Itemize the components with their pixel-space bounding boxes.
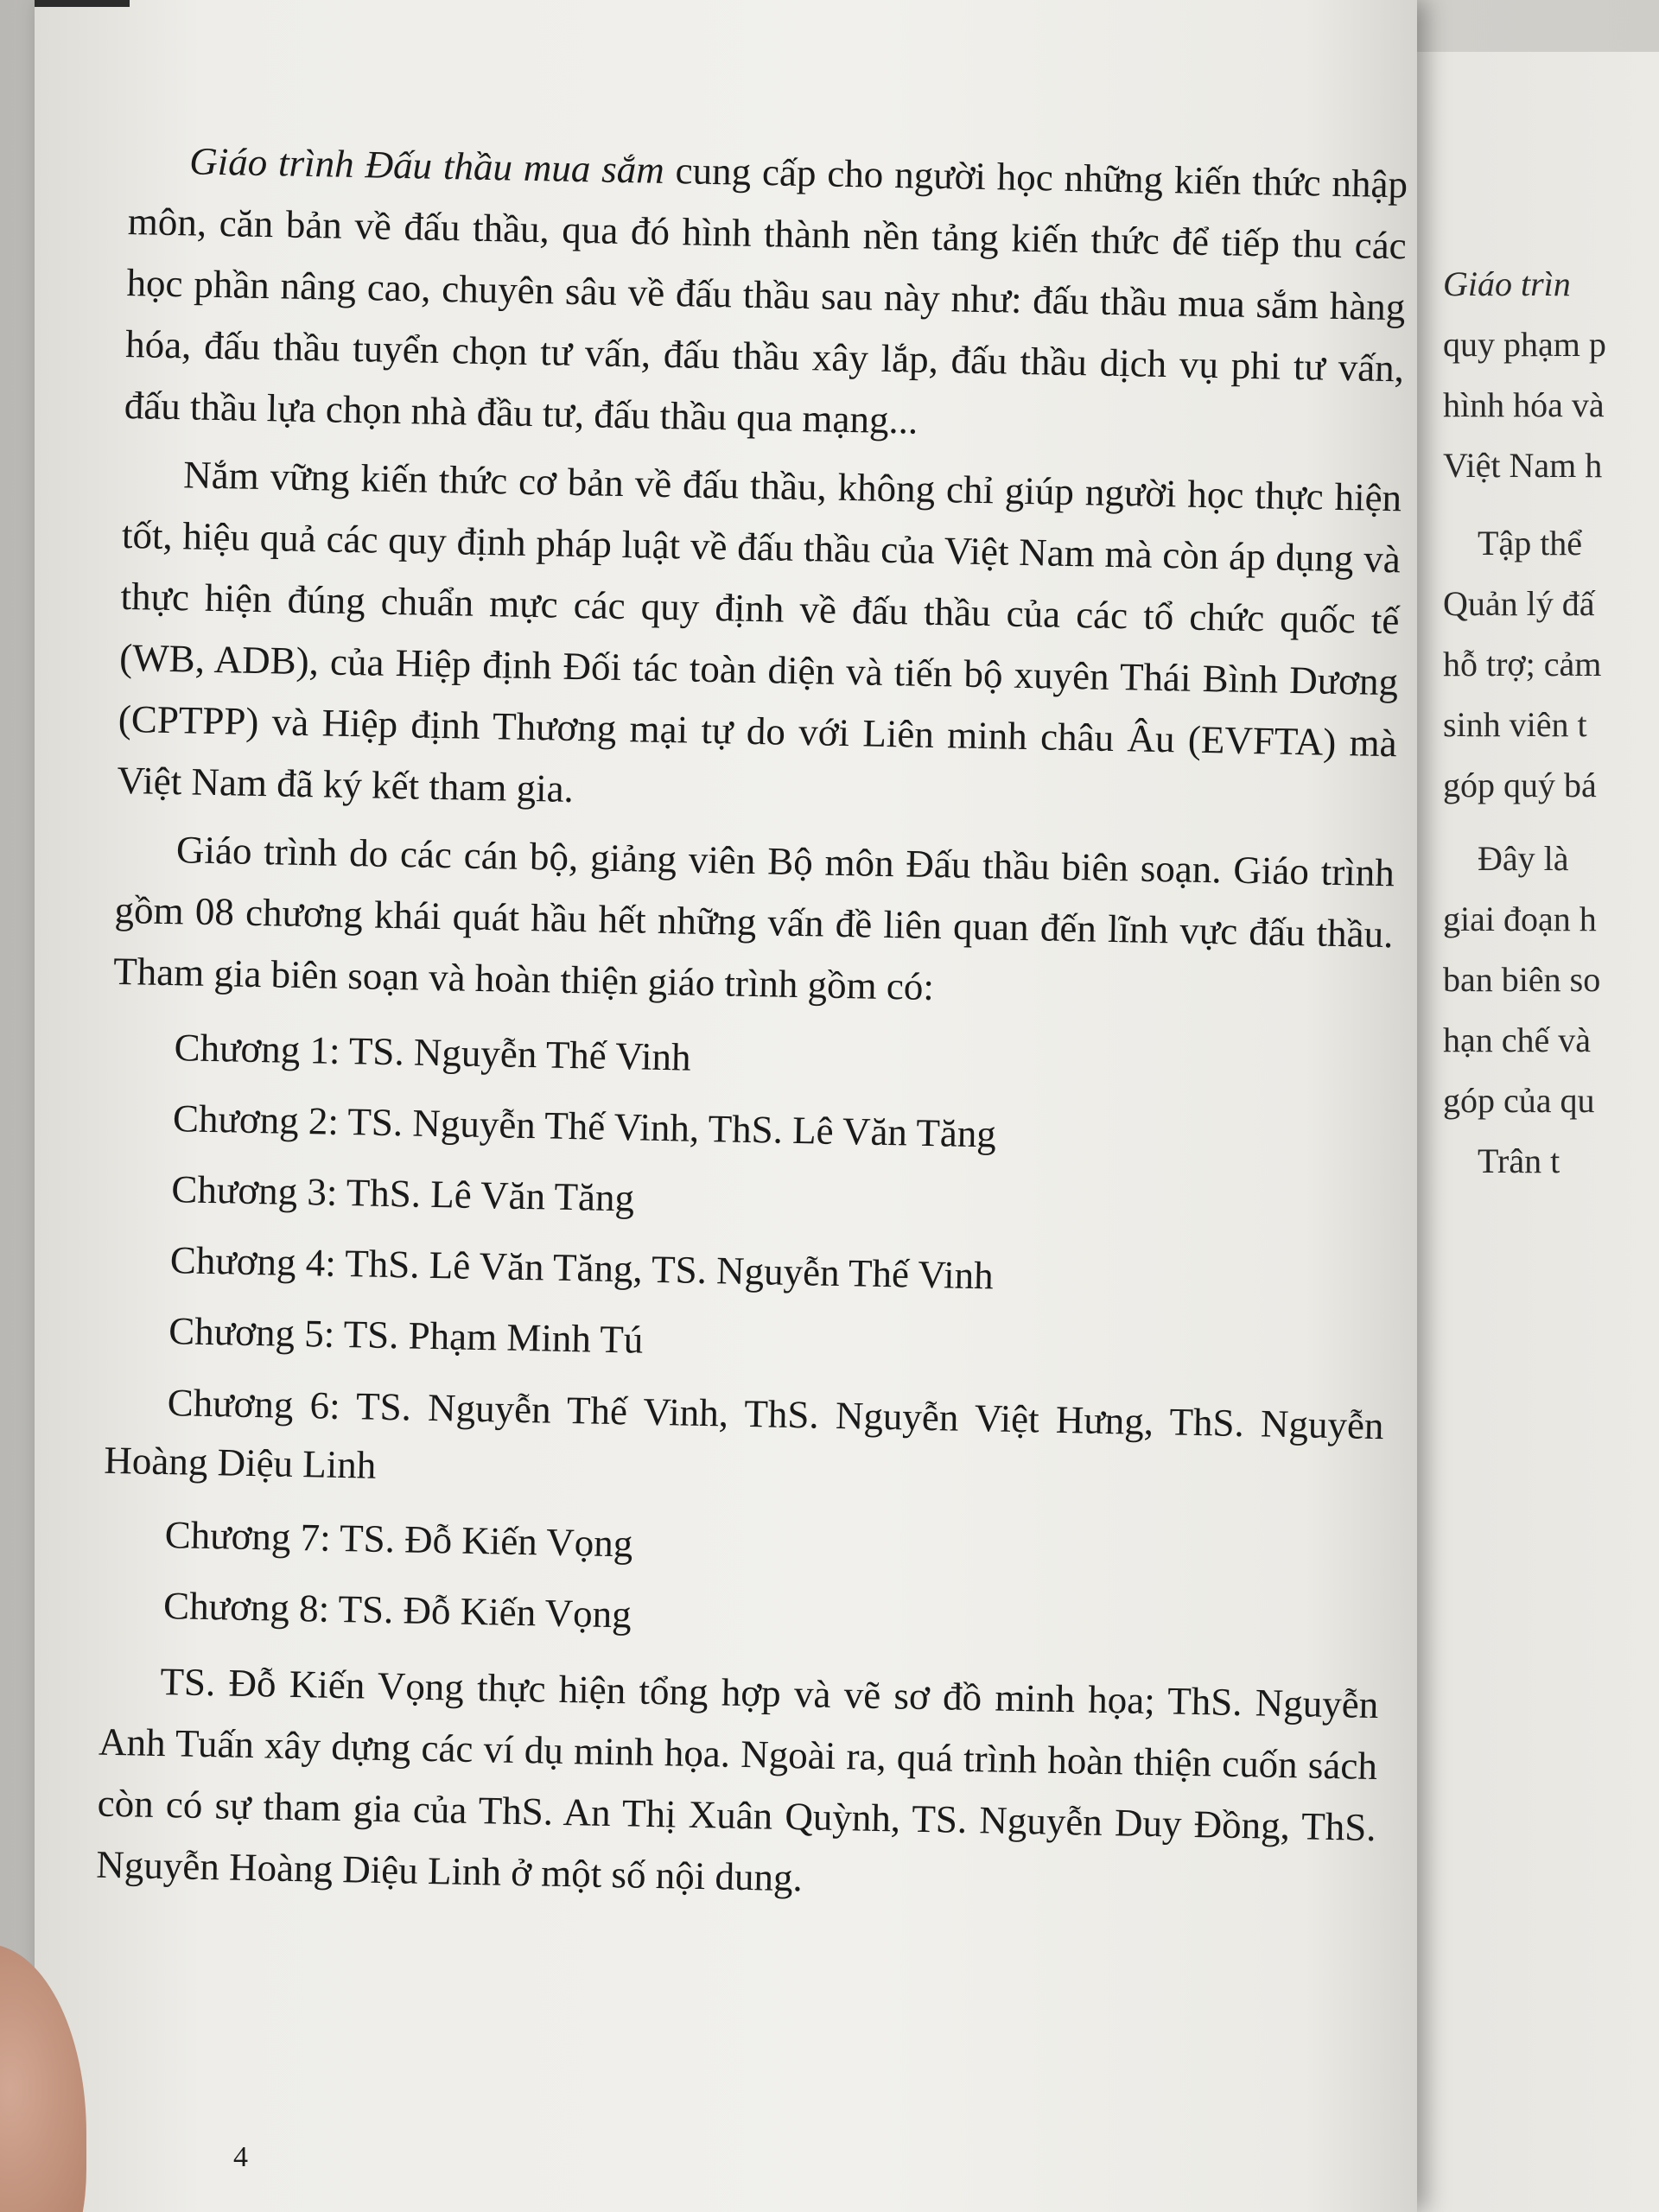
- right-page-line: Tập thể: [1478, 524, 1583, 563]
- right-page-line: Quản lý đấ: [1443, 584, 1595, 623]
- page-body: [96, 130, 1408, 1927]
- right-page-line: góp của qu: [1443, 1081, 1595, 1120]
- chapter-item: Chương 2: TS. Nguyễn Thế Vinh, ThS. Lê Văn Tăng: [172, 1096, 997, 1156]
- right-page-line: góp quý bá: [1443, 766, 1597, 804]
- header-rule: [35, 0, 130, 7]
- chapter-author-list: [100, 1011, 1391, 1664]
- paragraph-4: TS. Đỗ Kiến Vọng thực hiện tổng hợp và vẽ sơ đồ minh họa; ThS. Nguyễn Anh Tuấn xây dựng các ví dụ minh họa. Ngoài ra, quá trình hoàn thiện cuốn sách còn có sự tham gia của ThS. An Thị Xuân Quỳnh, TS. Nguyễn Duy Đồng, ThS. Nguyễn Hoàng Diệu Linh ở một số nội dung.: [95, 1660, 1379, 1900]
- right-page-line: hạn chế và: [1443, 1020, 1592, 1059]
- chapter-item: Chương 1: TS. Nguyễn Thế Vinh: [174, 1026, 692, 1079]
- right-page-line: sinh viên t: [1443, 705, 1587, 744]
- right-page-line: Trân t: [1478, 1141, 1560, 1180]
- page-number: 4: [233, 2141, 248, 2173]
- chapter-item: Chương 8: TS. Đỗ Kiến Vọng: [162, 1584, 632, 1637]
- chapter-item: Chương 4: ThS. Lê Văn Tăng, TS. Nguyễn Thế Vinh: [169, 1238, 995, 1298]
- chapter-item: Chương 6: TS. Nguyễn Thế Vinh, ThS. Nguyễn Việt Hưng, ThS. Nguyễn Hoàng Diệu Linh: [103, 1381, 1384, 1487]
- right-page-line: hỗ trợ; cảm: [1443, 645, 1602, 683]
- right-page-line: quy phạm p: [1443, 325, 1606, 364]
- intro-text: cung cấp cho người học những kiến thức nhập môn, căn bản về đấu thầu, qua đó hình thành nền tảng kiến thức để tiếp thu các học phần nâng cao, chuyên sâu về đấu thầu sau này như: đấu thầu mua sắm hàng hóa, đấu thầu tuyển chọn tư vấn, đấu thầu xây lắp, đấu thầu dịch vụ phi tư vấn, đấu thầu lựa chọn nhà đầu tư, đấu thầu qua mạng...: [124, 148, 1408, 442]
- intro-paragraph: [124, 130, 1408, 461]
- paragraph-2: Nắm vững kiến thức cơ bản về đấu thầu, không chỉ giúp người học thực hiện tốt, hiệu quả các quy định pháp luật về đấu thầu của Việt Nam mà còn áp dụng và thực hiện đúng chuẩn mực các quy định về đấu thầu của các tổ chức quốc tế (WB, ADB), của Hiệp định Đối tác toàn diện và tiến bộ xuyên Thái Bình Dương (CPTPP) và Hiệp định Thương mại tự do với Liên minh châu Âu (EVFTA) mà Việt Nam đã ký kết tham gia.: [117, 453, 1402, 811]
- right-page-line: giai đoạn h: [1443, 899, 1597, 938]
- paragraph-3: Giáo trình do các cán bộ, giảng viên Bộ môn Đấu thầu biên soạn. Giáo trình gồm 08 chương khái quát hầu hết những vấn đề liên quan đến lĩnh vực đấu thầu. Tham gia biên soạn và hoàn thiện giáo trình gồm có:: [112, 828, 1395, 1009]
- main-page: [35, 0, 1417, 2212]
- right-page-line: Đây là: [1478, 839, 1569, 878]
- right-page-line: Việt Nam h: [1443, 446, 1603, 485]
- right-page-line: ban biên so: [1443, 960, 1601, 999]
- chapter-item: Chương 5: TS. Phạm Minh Tú: [168, 1309, 644, 1362]
- chapter-item: Chương 7: TS. Đỗ Kiến Vọng: [164, 1513, 633, 1566]
- right-page-line: Giáo trìn: [1443, 264, 1571, 303]
- book-title: Giáo trình Đấu thầu mua sắm: [188, 139, 665, 192]
- chapter-item: Chương 3: ThS. Lê Văn Tăng: [170, 1167, 635, 1220]
- right-page-line: hình hóa và: [1443, 385, 1605, 424]
